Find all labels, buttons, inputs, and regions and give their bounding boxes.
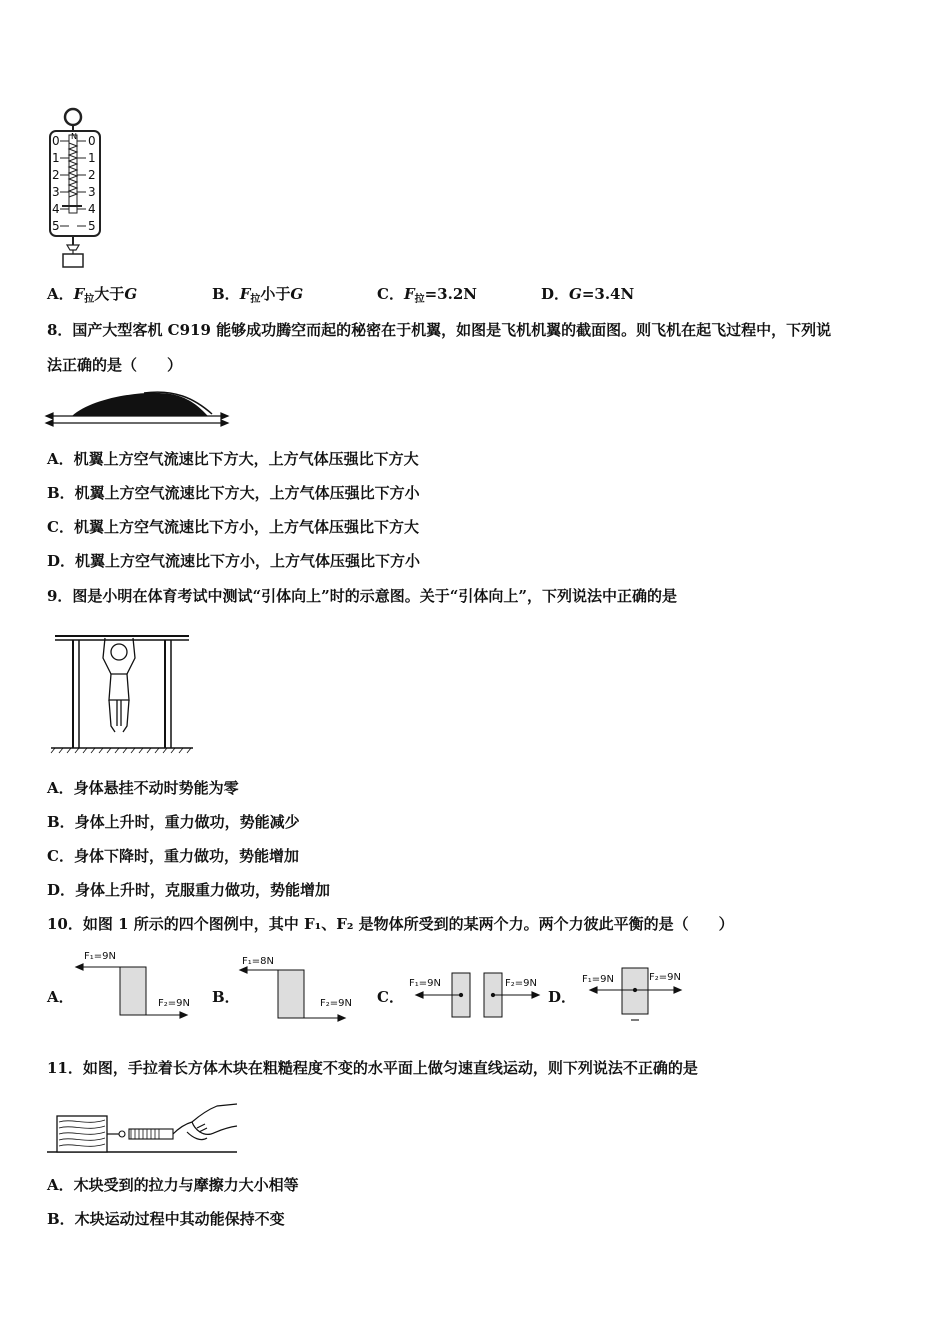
option-letter: C． — [377, 285, 404, 303]
q10a-f1-label: F₁=9N — [84, 951, 116, 962]
wood-block-pull-figure — [47, 1094, 242, 1159]
hanging-weight — [63, 254, 83, 267]
option-text: =3.4N — [581, 285, 635, 303]
scale-left-1: 1 — [52, 151, 60, 165]
scale-left-3: 3 — [52, 185, 60, 199]
option-symbol: F — [403, 285, 415, 303]
q10b-f1-label: F₁=8N — [242, 956, 274, 967]
q10-letter-d[interactable]: D． — [548, 988, 577, 1006]
q11-option-b[interactable]: B．木块运动过程中其动能保持不变 — [47, 1210, 285, 1228]
scale-right-3: 3 — [88, 185, 96, 199]
q9-option-c[interactable]: C．身体下降时，重力做功，势能增加 — [47, 847, 299, 865]
q10-figure-b — [236, 950, 366, 1028]
q10-letter-c[interactable]: C． — [377, 988, 404, 1006]
q9-option-d[interactable]: D．身体上升时，克服重力做功，势能增加 — [47, 881, 331, 899]
option-text: 小于 — [260, 285, 291, 303]
option-letter: D． — [541, 285, 570, 303]
option-text: 大于 — [94, 285, 125, 303]
q7-option-b[interactable] — [212, 284, 303, 310]
option-text: =3.2N — [424, 285, 477, 303]
option-tail: G — [290, 285, 304, 303]
q9-option-b[interactable]: B．身体上升时，重力做功，势能减少 — [47, 813, 300, 831]
pull-up-figure — [47, 628, 197, 756]
q9-stem: 9．图是小明在体育考试中测试“引体向上”时的示意图。关于“引体向上”，下列说法中正确的是 — [47, 587, 677, 605]
option-symbol: G — [569, 285, 582, 303]
scale-left-0: 0 — [52, 134, 60, 148]
scale-left-5: 5 — [52, 219, 60, 233]
q7-option-c[interactable] — [377, 284, 477, 310]
spring-scale-figure — [40, 105, 110, 270]
scale-right-5: 5 — [88, 219, 96, 233]
option-subscript: 拉 — [84, 294, 95, 305]
q10-figure-d — [578, 962, 698, 1024]
option-subscript: 拉 — [250, 294, 261, 305]
q11-stem: 11．如图，手拉着长方体木块在粗糙程度不变的水平面上做匀速直线运动，则下列说法不正确的是 — [47, 1059, 698, 1077]
q7-option-d[interactable] — [541, 284, 634, 304]
option-letter: A． — [47, 285, 74, 303]
q10c-f2-label: F₂=9N — [505, 978, 537, 989]
q10a-f2-label: F₂=9N — [158, 998, 190, 1009]
q8-stem-line1: 8．国产大型客机 C919 能够成功腾空而起的秘密在于机翼，如图是飞机机翼的截面图。则飞机在起飞过程中，下列说 — [47, 321, 832, 339]
q11-option-a[interactable]: A．木块受到的拉力与摩擦力大小相等 — [47, 1176, 299, 1194]
scale-right-4: 4 — [88, 202, 96, 216]
scale-left-2: 2 — [52, 168, 60, 182]
q10-letter-a[interactable]: A． — [47, 988, 74, 1006]
q8-stem-line2: 法正确的是（ ） — [47, 356, 183, 374]
q10b-f2-label: F₂=9N — [320, 998, 352, 1009]
scale-right-0: 0 — [88, 134, 96, 148]
q8-option-d[interactable]: D．机翼上方空气流速比下方小，上方气体压强比下方小 — [47, 552, 421, 570]
scale-right-1: 1 — [88, 151, 96, 165]
q9-option-a[interactable]: A．身体悬挂不动时势能为零 — [47, 779, 239, 797]
option-tail: G — [124, 285, 138, 303]
q8-option-c[interactable]: C．机翼上方空气流速比下方小，上方气体压强比下方大 — [47, 518, 419, 536]
q7-option-a[interactable] — [47, 284, 137, 310]
q10-stem: 10．如图 1 所示的四个图例中，其中 F₁、F₂ 是物体所受到的某两个力。两个力彼此平衡的是（ ） — [47, 915, 734, 933]
option-letter: B． — [212, 285, 240, 303]
option-subscript: 拉 — [414, 294, 425, 305]
q10c-f1-label: F₁=9N — [409, 978, 441, 989]
q10-figure-c — [404, 965, 554, 1025]
q10d-f2-label: F₂=9N — [649, 972, 681, 983]
q10d-f1-label: F₁=9N — [582, 974, 614, 985]
option-symbol: F — [239, 285, 251, 303]
scale-right-2: 2 — [88, 168, 96, 182]
q8-option-b[interactable]: B．机翼上方空气流速比下方大，上方气体压强比下方小 — [47, 484, 420, 502]
scale-left-4: 4 — [52, 202, 60, 216]
q8-option-a[interactable]: A．机翼上方空气流速比下方大，上方气体压强比下方大 — [47, 450, 419, 468]
option-symbol: F — [73, 285, 85, 303]
scale-top-label: N — [71, 132, 77, 141]
q10-letter-b[interactable]: B． — [212, 988, 240, 1006]
wing-cross-section-figure — [44, 390, 234, 435]
q10-figure-a — [72, 945, 202, 1023]
